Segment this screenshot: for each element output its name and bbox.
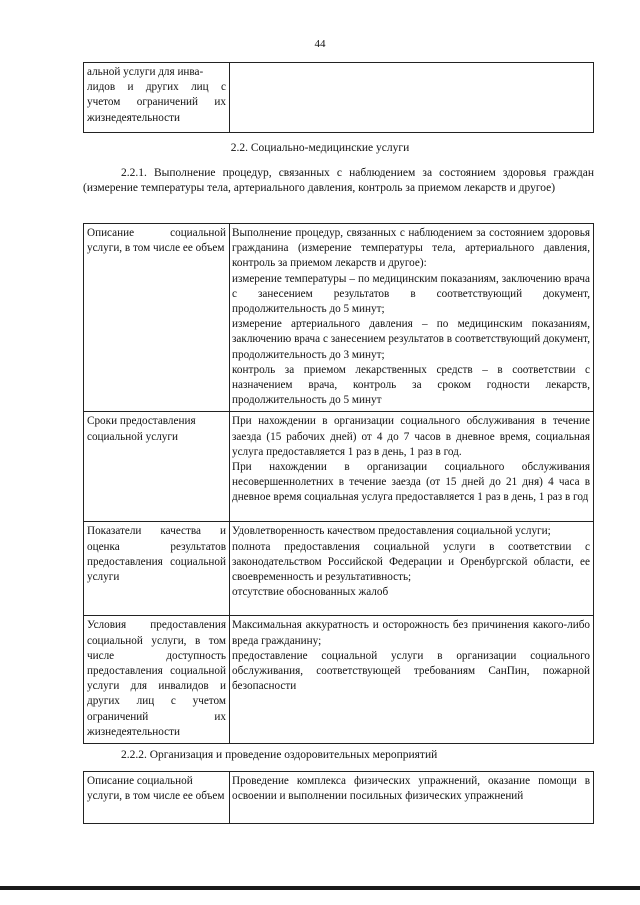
top-table-continuation [83, 62, 594, 133]
row-value-conditions [230, 616, 594, 744]
row-label-description: Описание социальной услуги, в том числе ее объем [84, 772, 230, 824]
table-row [84, 63, 594, 133]
cell-line: альной услуги для инва- [87, 66, 204, 78]
table-cell-label [84, 63, 230, 133]
page-bottom-border [0, 886, 640, 890]
cell-paragraph: Выполнение процедур, связанных с наблюдением за состоянием здоровья гражданина (измерение температуры тела, артериального давления, контроль за приемом лекарств и другое): [232, 227, 590, 270]
service-heading-2-2-2: 2.2.2. Организация и проведение оздоровительных мероприятий [121, 749, 438, 761]
row-label-conditions: Условия предоставления социальной услуги, в том числе доступность предоставления социальной услуги для инвалидов и других лиц с учетом ограничений их жизнедеятельности [84, 616, 230, 744]
row-label-terms: Сроки предоставления социальной услуги [84, 412, 230, 522]
cell-line: учетом ограничений их [87, 96, 226, 109]
service-heading-2-2-1: 2.2.1. Выполнение процедур, связанных с наблюдением за состоянием здоровья граждан (измерение температуры тела, артериального давления, контроль за приемом лекарств и другое) [83, 167, 594, 194]
cell-paragraph: предоставление социальной услуги в организации социального обслуживания, соответствующей требованиям СанПин, пожарной безопасности [232, 649, 590, 693]
cell-paragraph: Максимальная аккуратность и осторожность без причинения какого-либо вреда гражданину; [232, 619, 590, 647]
service-table-2-2-2 [83, 771, 594, 824]
cell-paragraph: измерение артериального давления – по медицинским показаниям, заключению врача с занесением результатов в соответствующий документ, продолжительность до 3 минут; [232, 318, 590, 361]
cell-paragraph: измерение температуры – по медицинским показаниям, заключению врача с занесением результатов в соответствующий документ, продолжительность до 5 минут; [232, 272, 590, 316]
table-row [84, 772, 594, 824]
table-row [84, 522, 594, 616]
row-label-description: Описание социальной услуги, в том числе ее объем [84, 224, 230, 412]
cell-paragraph: Удовлетворенность качеством предоставления социальной услуги; [232, 525, 551, 538]
table-row [84, 616, 594, 744]
section-title: 2.2. Социально-медицинские услуги [230, 142, 410, 154]
cell-paragraph: полнота предоставления социальной услуги в соответствии с законодательством Российской Федерации и Оренбургской области, ее своевременность и результативность; [232, 540, 590, 584]
row-label-quality: Показатели качества и оценка результатов предоставления социальной услуги [84, 522, 230, 616]
cell-paragraph: контроль за приемом лекарственных средств – в соответствии с назначением врача, контроль за сроком годности лекарств, продолжительность до 5 минут [232, 363, 590, 407]
cell-paragraph: При нахождении в организации социального обслуживания в течение заезда (15 рабочих дней) от 4 до 7 часов в дневное время, социальная услуга предоставляется 1 раз в день, 1 раз в год. [232, 415, 590, 458]
table-cell-value [230, 63, 594, 133]
row-value-terms [230, 412, 594, 522]
cell-paragraph: отсутствие обоснованных жалоб [232, 586, 389, 599]
table-row [84, 412, 594, 522]
page-number: 44 [314, 38, 326, 50]
cell-paragraph: При нахождении в организации социального обслуживания несовершеннолетних в течение заезда (от 15 дней до 21 дня) 4 часа в дневное время социальная услуга предоставляется 1 раз в день, 1 раз в год [232, 461, 590, 504]
cell-line: жизнедеятельности [87, 111, 180, 124]
cell-line: лидов и других лиц с [87, 81, 226, 94]
row-value-description [230, 772, 594, 824]
cell-paragraph: Проведение комплекса физических упражнений, оказание помощи в освоении и выполнении посильных физических упражнений [232, 775, 590, 803]
service-table-2-2-1 [83, 223, 594, 744]
table-row [84, 224, 594, 412]
row-value-description [230, 224, 594, 412]
row-value-quality [230, 522, 594, 616]
